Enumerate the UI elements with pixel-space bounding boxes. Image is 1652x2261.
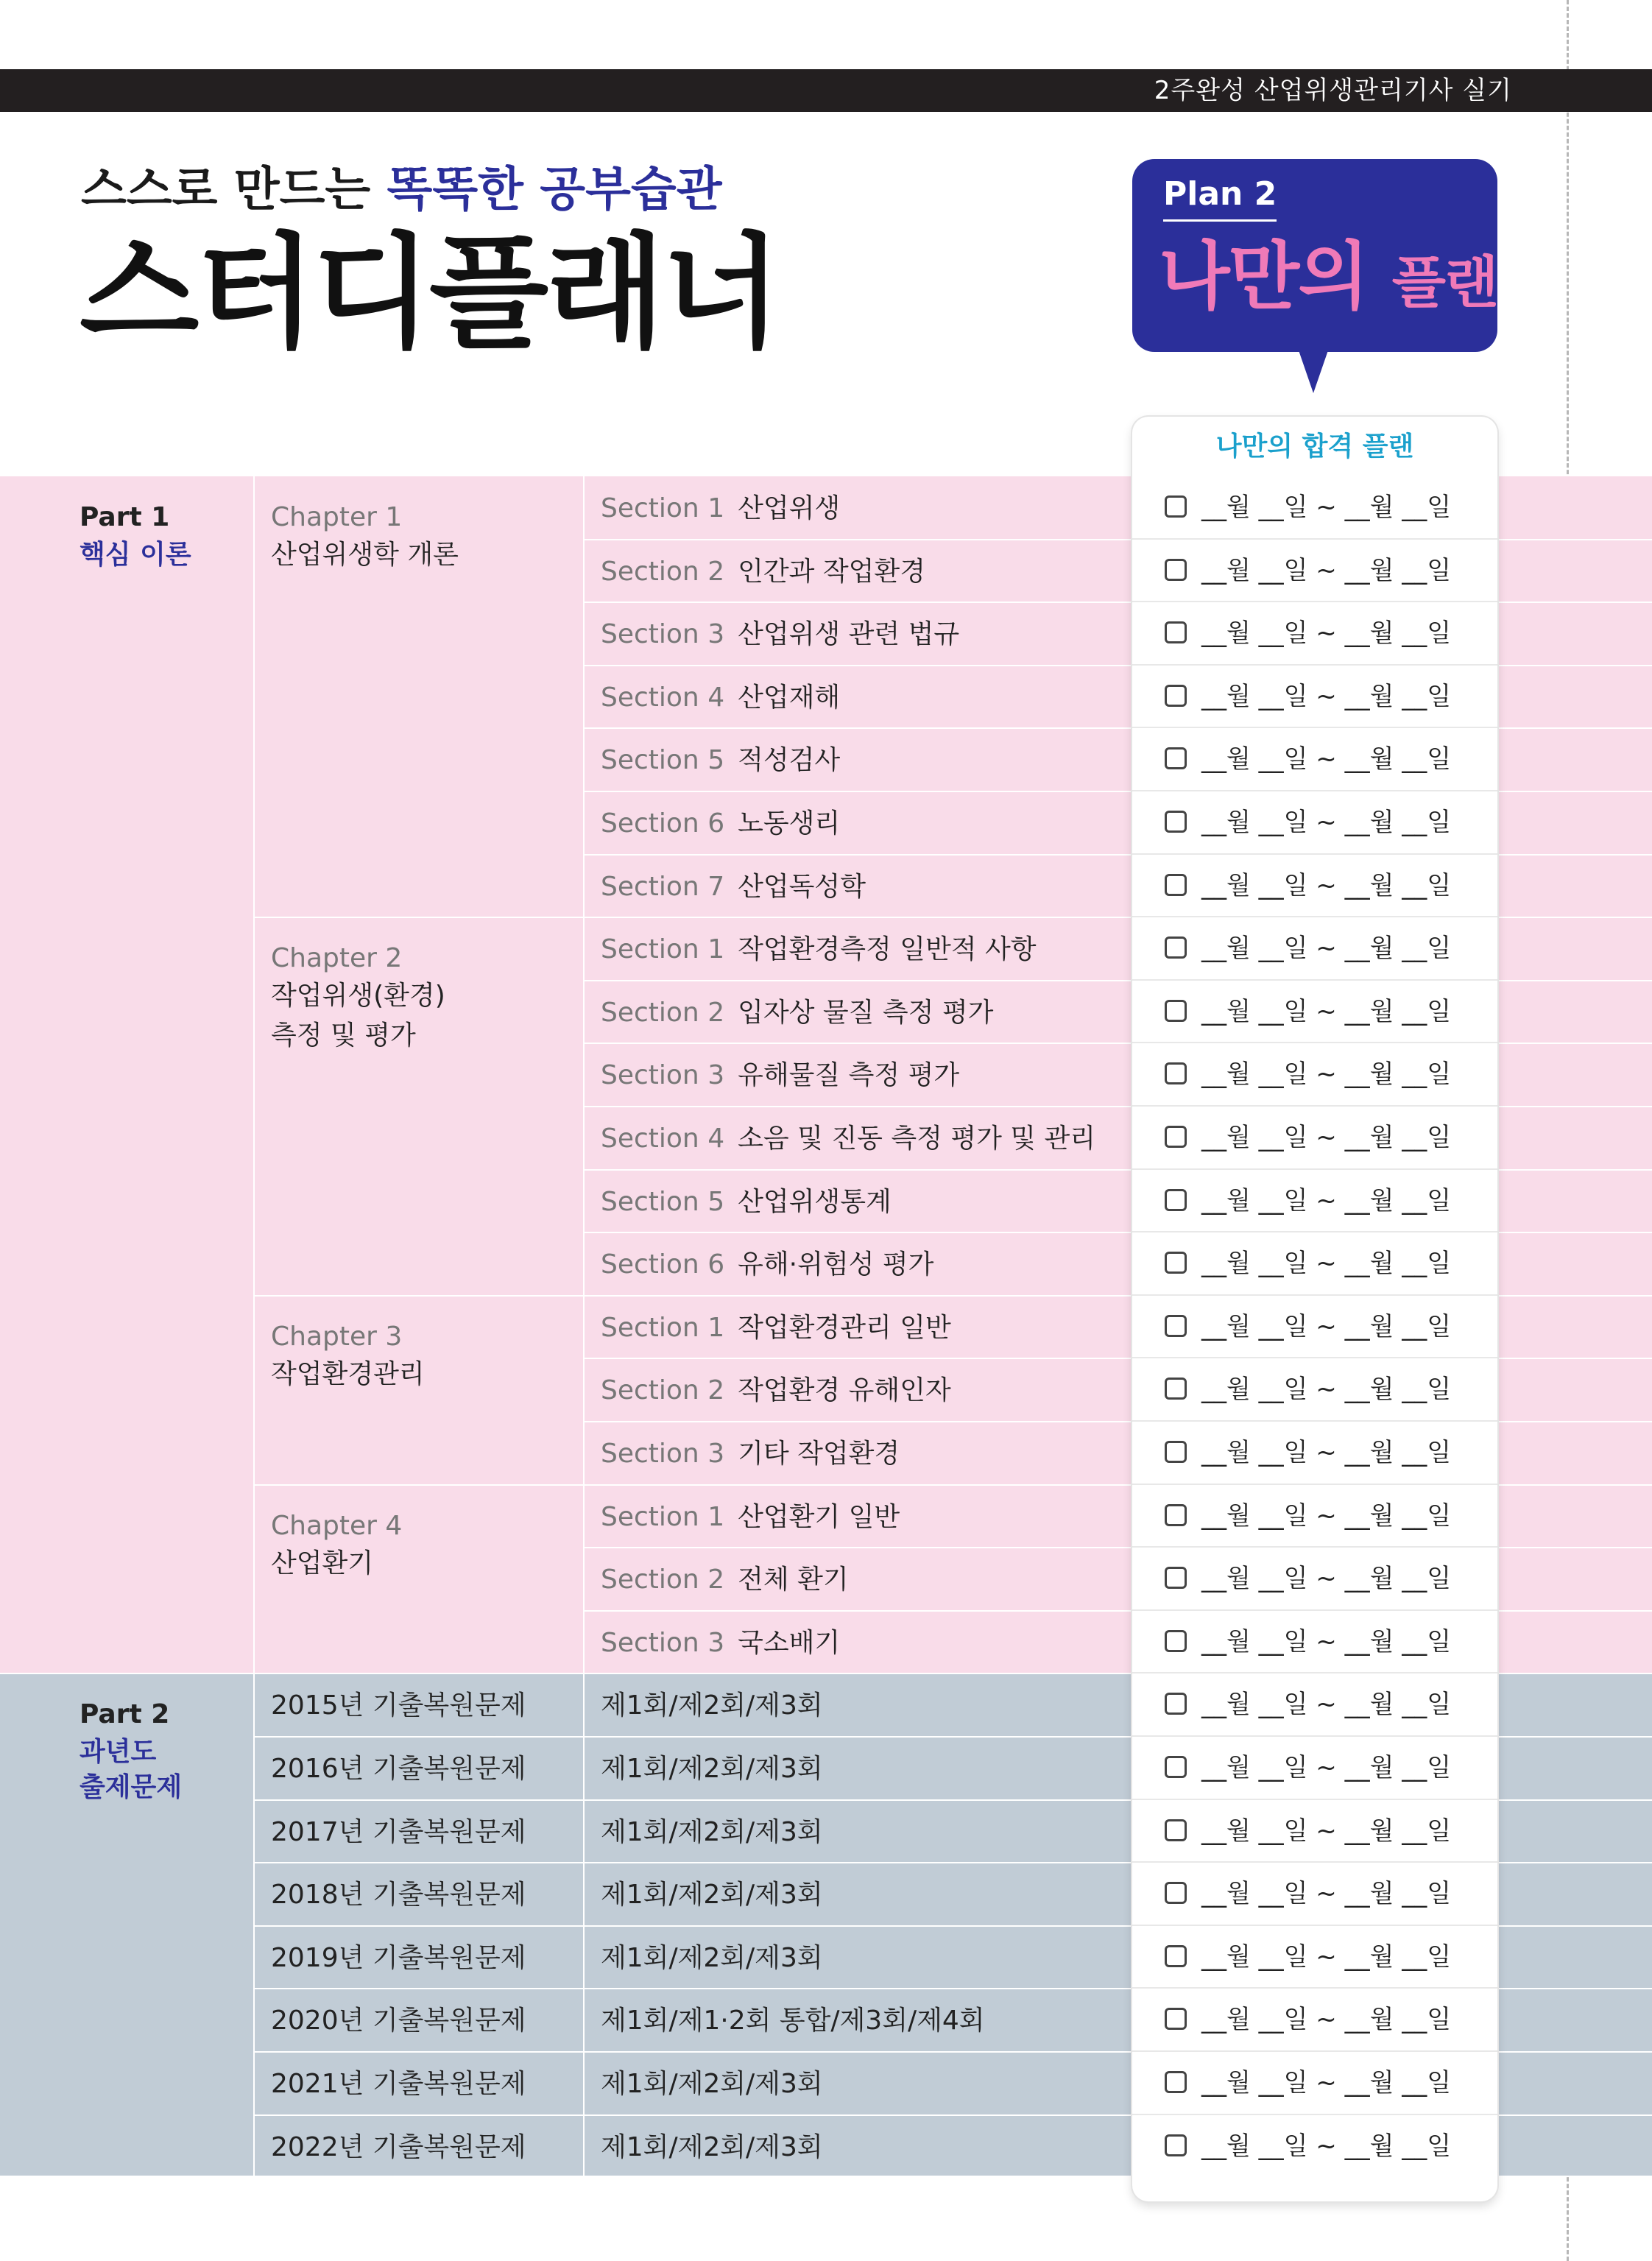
section-title: 작업환경 유해인자 (738, 1375, 951, 1406)
section-cell (601, 871, 866, 903)
plan-date-row (1132, 476, 1497, 540)
plan-date-row (1132, 666, 1497, 729)
section-number: Section 3 (601, 1627, 725, 1658)
date-range-blank[interactable]: __월 __일 ~ __월 __일 (1201, 808, 1452, 837)
section-title: 산업독성학 (738, 871, 866, 902)
section-number: Section 1 (601, 1312, 725, 1343)
checkbox-icon[interactable] (1165, 1693, 1187, 1715)
checkbox-icon[interactable] (1165, 1945, 1187, 1967)
checkbox-icon[interactable] (1165, 495, 1187, 518)
section-number: Section 1 (601, 934, 725, 965)
section-number: Section 3 (601, 619, 725, 650)
date-range-blank[interactable]: __월 __일 ~ __월 __일 (1201, 493, 1452, 522)
section-cell (601, 493, 840, 525)
exam-year: 2022년 기출복원문제 (271, 2131, 526, 2162)
checkbox-icon[interactable] (1165, 2071, 1187, 2093)
date-range-blank[interactable]: __월 __일 ~ __월 __일 (1201, 555, 1452, 585)
section-title: 작업환경측정 일반적 사항 (738, 934, 1037, 965)
plan-date-row (1132, 1673, 1497, 1737)
chapter4-name: 산업환기 (271, 1548, 374, 1579)
exam-sessions: 제1회/제2회/제3회 (601, 1690, 823, 1721)
checkbox-icon[interactable] (1165, 1189, 1187, 1211)
header-bar (0, 69, 1652, 112)
checkbox-icon[interactable] (1165, 1504, 1187, 1526)
date-range-blank[interactable]: __월 __일 ~ __월 __일 (1201, 1311, 1452, 1341)
section-title: 산업위생통계 (738, 1186, 892, 1217)
date-range-blank[interactable]: __월 __일 ~ __월 __일 (1201, 1816, 1452, 1846)
checkbox-icon[interactable] (1165, 685, 1187, 707)
checkbox-icon[interactable] (1165, 2134, 1187, 2156)
section-title: 노동생리 (738, 808, 841, 839)
section-number: Section 1 (601, 1501, 725, 1532)
checkbox-icon[interactable] (1165, 1882, 1187, 1904)
checkbox-icon[interactable] (1165, 559, 1187, 581)
plan-label: Plan 2 (1163, 174, 1277, 222)
plan-date-row (1132, 791, 1497, 855)
plan-date-row (1132, 728, 1497, 791)
date-range-blank[interactable]: __월 __일 ~ __월 __일 (1201, 1690, 1452, 1720)
section-cell (601, 1312, 951, 1344)
section-cell (601, 808, 840, 840)
section-number: Section 6 (601, 1249, 725, 1280)
plan-title (1159, 233, 1497, 327)
section-number: Section 4 (601, 682, 725, 713)
plan-date-row (1132, 2052, 1497, 2115)
exam-year: 2015년 기출복원문제 (271, 1690, 526, 1721)
plan-date-row (1132, 1170, 1497, 1233)
checkbox-icon[interactable] (1165, 2008, 1187, 2030)
section-title: 산업재해 (738, 682, 841, 713)
exam-sessions: 제1회/제2회/제3회 (601, 2069, 823, 2099)
part2-name-line2: 출제문제 (80, 1772, 183, 1802)
section-cell (601, 618, 959, 651)
date-range-blank[interactable]: __월 __일 ~ __월 __일 (1201, 996, 1452, 1026)
date-range-blank[interactable]: __월 __일 ~ __월 __일 (1201, 1626, 1452, 1657)
subtitle-prefix: 스스로 만드는 (81, 163, 387, 217)
date-range-blank[interactable]: __월 __일 ~ __월 __일 (1201, 1185, 1452, 1216)
plan-date-row (1132, 1989, 1497, 2052)
date-range-blank[interactable]: __월 __일 ~ __월 __일 (1201, 2068, 1452, 2098)
date-range-blank[interactable]: __월 __일 ~ __월 __일 (1201, 2131, 1452, 2161)
section-title: 산업위생 관련 법규 (738, 619, 960, 650)
exam-sessions: 제1회/제2회/제3회 (601, 1816, 823, 1847)
chapter4-number: Chapter 4 (271, 1511, 403, 1541)
section-title: 유해물질 측정 평가 (738, 1060, 960, 1091)
section-title: 유해·위험성 평가 (738, 1249, 934, 1280)
section-number: Section 3 (601, 1439, 725, 1469)
chapter2-name-line2: 측정 및 평가 (271, 1020, 416, 1051)
section-cell (601, 1627, 840, 1659)
chapter1-number: Chapter 1 (271, 502, 403, 532)
plan-date-row (1132, 1358, 1497, 1422)
section-number: Section 2 (601, 1565, 725, 1595)
section-cell (601, 1249, 933, 1281)
exam-year: 2019년 기출복원문제 (271, 1942, 526, 1973)
plan-date-row (1132, 1737, 1497, 1800)
section-cell (601, 1438, 900, 1470)
date-range-blank[interactable]: __월 __일 ~ __월 __일 (1201, 1438, 1452, 1467)
checkbox-icon[interactable] (1165, 1000, 1187, 1022)
plan-date-row (1132, 1611, 1497, 1674)
plan-date-row (1132, 1107, 1497, 1170)
checkbox-icon[interactable] (1165, 1819, 1187, 1841)
plan-title-small: 플랜 (1391, 250, 1497, 315)
date-range-blank[interactable]: __월 __일 ~ __월 __일 (1201, 2005, 1452, 2035)
section-number: Section 5 (601, 1186, 725, 1217)
part2-name-line1: 과년도 (80, 1737, 157, 1767)
plan-date-row (1132, 2115, 1497, 2179)
section-cell (601, 556, 925, 588)
checkbox-icon[interactable] (1165, 1441, 1187, 1463)
section-cell (601, 997, 993, 1029)
checkbox-icon[interactable] (1165, 621, 1187, 643)
plan-date-row (1132, 1800, 1497, 1863)
section-number: Section 2 (601, 556, 725, 587)
exam-sessions: 제1회/제2회/제3회 (601, 1880, 823, 1911)
section-number: Section 2 (601, 1375, 725, 1406)
chapter1-name: 산업위생학 개론 (271, 540, 459, 570)
exam-year: 2020년 기출복원문제 (271, 2006, 526, 2036)
checkbox-icon[interactable] (1165, 1315, 1187, 1337)
date-range-blank[interactable]: __월 __일 ~ __월 __일 (1201, 1375, 1452, 1405)
chapter2-name-line1: 작업위생(환경) (271, 981, 445, 1011)
exam-year: 2021년 기출복원문제 (271, 2069, 526, 2099)
exam-sessions: 제1회/제1·2회 통합/제3회/제4회 (601, 2006, 985, 2036)
section-title: 기타 작업환경 (738, 1439, 900, 1469)
date-range-blank[interactable]: __월 __일 ~ __월 __일 (1201, 1123, 1452, 1152)
section-title: 인간과 작업환경 (738, 556, 925, 587)
exam-sessions: 제1회/제2회/제3회 (601, 2131, 823, 2162)
plan-column-header: 나만의 합격 플랜 (1215, 431, 1414, 462)
section-title: 적성검사 (738, 745, 841, 776)
book-title: 2주완성 산업위생관리기사 실기 (1154, 76, 1512, 105)
date-range-blank[interactable]: __월 __일 ~ __월 __일 (1201, 1564, 1452, 1594)
page-title: 스터디플래너 (80, 221, 779, 365)
section-number: Section 1 (601, 493, 725, 523)
chapter3-name: 작업환경관리 (271, 1359, 425, 1389)
checkbox-icon[interactable] (1165, 1126, 1187, 1148)
checkbox-icon[interactable] (1165, 1062, 1187, 1084)
section-title: 산업환기 일반 (738, 1501, 900, 1532)
section-cell (601, 744, 840, 777)
date-range-blank[interactable]: __월 __일 ~ __월 __일 (1201, 1059, 1452, 1090)
date-range-blank[interactable]: __월 __일 ~ __월 __일 (1201, 618, 1452, 649)
plan-date-row (1132, 540, 1497, 603)
date-range-blank[interactable]: __월 __일 ~ __월 __일 (1201, 681, 1452, 711)
plan-date-row (1132, 1485, 1497, 1548)
exam-sessions: 제1회/제2회/제3회 (601, 1754, 823, 1784)
section-title: 국소배기 (738, 1627, 841, 1658)
section-number: Section 5 (601, 745, 725, 776)
checkbox-icon[interactable] (1165, 874, 1187, 896)
part1-name: 핵심 이론 (80, 540, 191, 570)
plan-date-row (1132, 917, 1497, 981)
exam-year: 2016년 기출복원문제 (271, 1754, 526, 1784)
plan-date-row (1132, 1043, 1497, 1107)
plan-date-row (1132, 1296, 1497, 1359)
checkbox-icon[interactable] (1165, 1567, 1187, 1589)
date-range-blank[interactable]: __월 __일 ~ __월 __일 (1201, 934, 1452, 964)
section-title: 산업위생 (738, 493, 841, 523)
section-cell (601, 682, 840, 714)
checkbox-icon[interactable] (1165, 1378, 1187, 1400)
date-range-blank[interactable]: __월 __일 ~ __월 __일 (1201, 1941, 1452, 1972)
plan-date-row (1132, 1232, 1497, 1296)
section-number: Section 7 (601, 871, 725, 902)
checkbox-icon[interactable] (1165, 1630, 1187, 1652)
plan-date-row (1132, 981, 1497, 1044)
chapter2-number: Chapter 2 (271, 943, 403, 973)
section-cell (601, 1123, 1095, 1155)
date-range-blank[interactable]: __월 __일 ~ __월 __일 (1201, 1249, 1452, 1279)
section-cell (601, 934, 1037, 966)
checkbox-icon[interactable] (1165, 811, 1187, 833)
date-range-blank[interactable]: __월 __일 ~ __월 __일 (1201, 744, 1452, 775)
section-cell (601, 1564, 849, 1596)
section-number: Section 6 (601, 808, 725, 839)
date-range-blank[interactable]: __월 __일 ~ __월 __일 (1201, 1879, 1452, 1909)
exam-sessions: 제1회/제2회/제3회 (601, 1942, 823, 1973)
section-title: 작업환경관리 일반 (738, 1312, 951, 1343)
part1-number: Part 1 (80, 502, 170, 532)
section-cell (601, 1375, 951, 1407)
subtitle-highlight: 똑똑한 공부습관 (386, 163, 722, 217)
plan-date-row (1132, 855, 1497, 918)
section-number: Section 3 (601, 1060, 725, 1091)
checkbox-icon[interactable] (1165, 1756, 1187, 1778)
chapter3-number: Chapter 3 (271, 1322, 403, 1352)
section-title: 소음 및 진동 측정 평가 및 관리 (738, 1124, 1096, 1154)
exam-year: 2017년 기출복원문제 (271, 1816, 526, 1847)
section-number: Section 2 (601, 997, 725, 1028)
plan-date-row (1132, 1548, 1497, 1611)
checkbox-icon[interactable] (1165, 1252, 1187, 1274)
plan-date-row (1132, 602, 1497, 666)
date-range-blank[interactable]: __월 __일 ~ __월 __일 (1201, 1500, 1452, 1531)
part2-number: Part 2 (80, 1699, 170, 1729)
checkbox-icon[interactable] (1165, 937, 1187, 959)
date-range-blank[interactable]: __월 __일 ~ __월 __일 (1201, 870, 1452, 900)
plan-badge (1132, 159, 1497, 352)
section-title: 전체 환기 (738, 1565, 849, 1595)
section-cell (601, 1501, 900, 1534)
section-title: 입자상 물질 측정 평가 (738, 997, 994, 1028)
exam-year: 2018년 기출복원문제 (271, 1880, 526, 1911)
plan-date-row (1132, 1863, 1497, 1926)
plan-date-row (1132, 1422, 1497, 1485)
date-range-blank[interactable]: __월 __일 ~ __월 __일 (1201, 1753, 1452, 1782)
section-cell (601, 1059, 959, 1092)
checkbox-icon[interactable] (1165, 747, 1187, 769)
section-number: Section 4 (601, 1124, 725, 1154)
section-cell (601, 1186, 892, 1218)
page-subtitle (81, 161, 722, 219)
plan-title-big: 나만의 (1159, 233, 1392, 320)
plan-date-row (1132, 1926, 1497, 1989)
